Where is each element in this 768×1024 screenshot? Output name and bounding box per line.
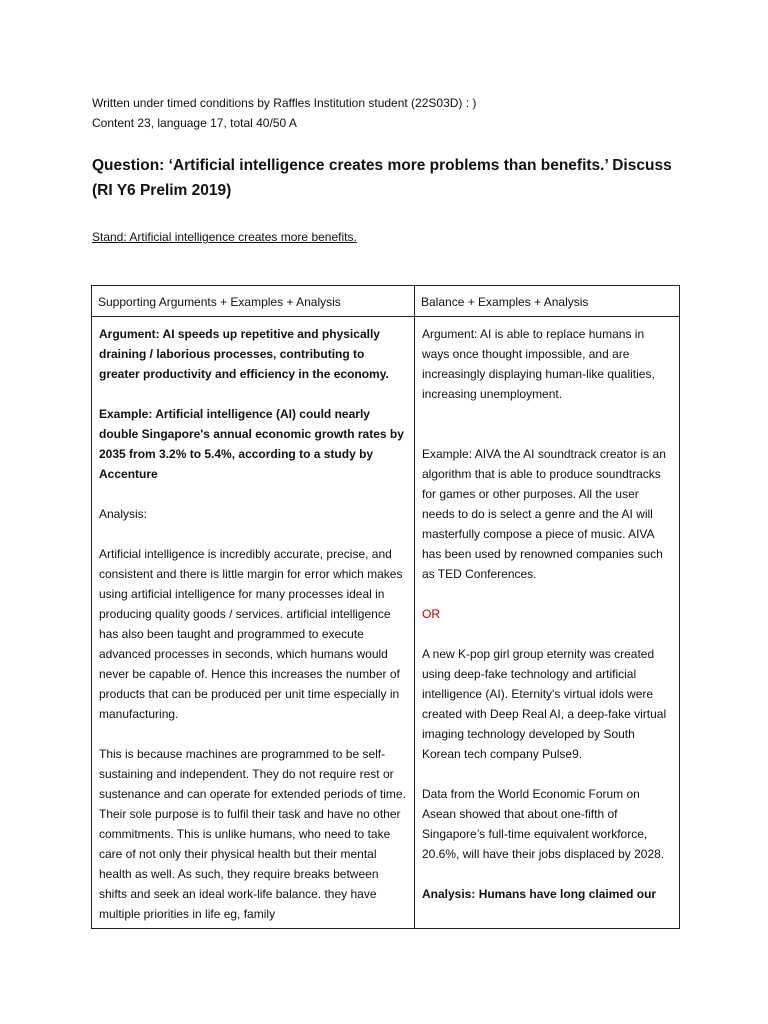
right-example: Example: AIVA the AI soundtrack creator is an algorithm that is able to produce soundtracks for games or other purposes. All the user needs to do is select a genre and the AI will masterfully compose a piece of music. AIVA has been used by renowned companies such as TED Conferences. [422,447,666,581]
right-wef-data: Data from the World Economic Forum on Asean showed that about one-fifth of Singapore’s full-time equivalent workforce, 20.6%, will have their jobs displaced by 2028. [422,787,665,861]
left-analysis-label: Analysis: [99,507,148,521]
question-line-1: Question: ‘Artificial intelligence creates more problems than benefits.’ Discuss [92,157,672,174]
stand-statement: Stand: Artificial intelligence creates more benefits. [92,230,357,244]
question-line-2: (RI Y6 Prelim 2019) [92,182,232,199]
right-kpop-example: A new K-pop girl group eternity was created using deep-fake technology and artificial intelligence (AI). Eternity's virtual idols were created with Deep Real AI, a deep-fake virtual imaging technology developed by South Korean tech company Pulse9. [422,647,667,761]
header-cell-left [92,286,415,317]
intro-block [92,93,476,133]
intro-score-line: Content 23, language 17, total 40/50 A [92,116,297,130]
essay-table [91,285,680,929]
header-right-text: Balance + Examples + Analysis [421,295,589,309]
left-argument: Argument: AI speeds up repetitive and physically draining / laborious processes, contributing to greater productivity and efficiency in the economy. [99,327,389,381]
header-left-text: Supporting Arguments + Examples + Analysis [98,295,341,309]
right-argument: Argument: AI is able to replace humans in ways once thought impossible, and are increasingly displaying human-like qualities, increasing unemployment. [422,327,655,401]
or-separator: OR [422,607,440,621]
table-body-row [92,317,680,929]
left-analysis-paragraph-1: Artificial intelligence is incredibly accurate, precise, and consistent and there is little margin for error which makes using artificial intelligence for many processes ideal in producing quality goods / services. artificial intelligence has also been taught and programmed to execute advanced processes in seconds, which humans would never be capable of. Hence this increases the number of products that can be produced per unit time especially in manufacturing. [99,547,403,721]
right-analysis: Analysis: Humans have long claimed our [422,887,657,901]
question-heading [92,153,692,203]
header-cell-right [415,286,680,317]
left-example: Example: Artificial intelligence (AI) could nearly double Singapore's annual economic growth rates by 2035 from 3.2% to 5.4%, according to a study by Accenture [99,407,404,481]
left-analysis-paragraph-2: This is because machines are programmed to be self-sustaining and independent. They do not require rest or sustenance and can operate for extended periods of time. Their sole purpose is to fulfil their task and have no other commitments. This is unlike humans, who need to take care of not only their physical health but their mental health as well. As such, they require breaks between shifts and seek an ideal work-life balance. they have multiple priorities in life eg, family [99,747,406,921]
right-body-cell [415,317,680,929]
left-body-cell [92,317,415,929]
table-header-row [92,286,680,317]
intro-author-line: Written under timed conditions by Raffles Institution student (22S03D) : ) [92,96,477,110]
